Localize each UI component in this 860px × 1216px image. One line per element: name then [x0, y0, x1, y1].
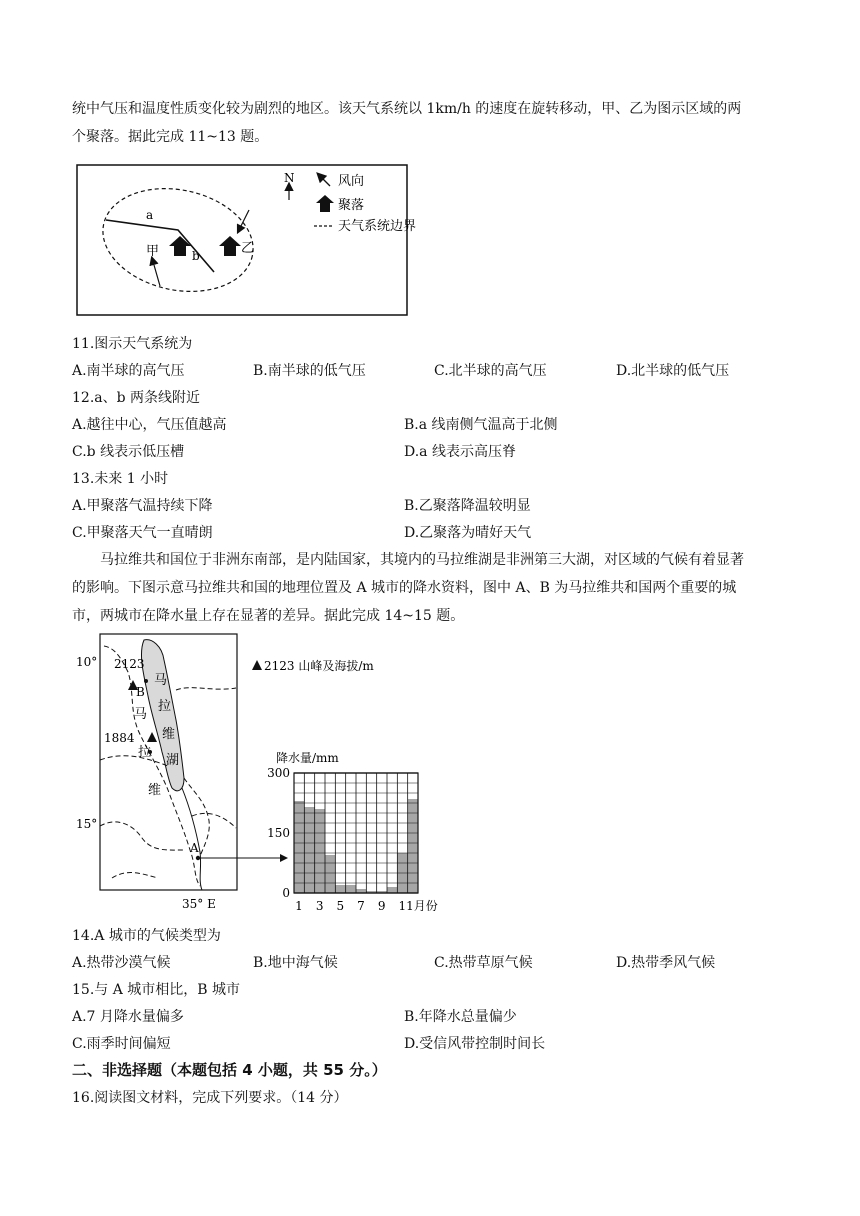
- option: A.甲聚落气温持续下降: [72, 498, 213, 514]
- label-jia: 甲: [146, 244, 160, 259]
- question-stem: 11.图示天气系统为: [72, 336, 193, 352]
- lat-10: 10°: [76, 655, 98, 669]
- country-char: 维: [148, 783, 162, 798]
- legend-wind: 风向: [338, 174, 365, 189]
- peak-1884: 1884: [104, 731, 135, 745]
- option: B.南半球的低气压: [253, 363, 366, 379]
- peak-legend: 2123 山峰及海拔/m: [264, 659, 374, 673]
- lat-15: 15°: [76, 817, 98, 831]
- label-yi: 乙: [241, 241, 255, 256]
- x-tick-label: 1: [295, 899, 303, 913]
- weather-system-figure: [72, 160, 452, 320]
- x-tick-label: 5: [336, 899, 345, 913]
- precip-bar: [325, 855, 335, 893]
- option: D.乙聚落为晴好天气: [404, 525, 532, 541]
- city-b-dot: [144, 679, 148, 683]
- peak-legend-icon: [252, 660, 262, 670]
- city-b-label: B: [136, 685, 145, 699]
- precip-bar: [387, 887, 397, 893]
- legend-settlement: 聚落: [338, 198, 365, 213]
- x-tick-label: 7: [357, 899, 365, 913]
- question-stem: 15.与 A 城市相比，B 城市: [72, 982, 241, 998]
- option: A.越往中心，气压值越高: [72, 417, 227, 433]
- question-stem: 13.未来 1 小时: [72, 471, 169, 487]
- lake-char: 马: [154, 673, 168, 688]
- option: D.a 线表示高压脊: [404, 444, 516, 460]
- option: C.b 线表示低压槽: [72, 444, 185, 460]
- option: B.a 线南侧气温高于北侧: [404, 417, 558, 433]
- lake-char: 维: [162, 727, 176, 742]
- x-tick-label: 9: [377, 899, 386, 913]
- y-tick-label: 150: [267, 826, 290, 840]
- lake-char: 湖: [166, 753, 180, 768]
- country-char: 拉: [138, 745, 152, 760]
- x-tick-label: 3: [315, 899, 324, 913]
- precip-bar: [304, 807, 314, 893]
- city-a-label: A: [190, 841, 199, 855]
- precip-bar: [346, 885, 356, 893]
- peak-2123: 2123: [114, 657, 145, 671]
- option: B.地中海气候: [253, 955, 338, 971]
- question-stem: 12.a、b 两条线附近: [72, 390, 201, 406]
- chart-ylabel: 降水量/mm: [276, 751, 339, 765]
- x-tick-label: 11月份: [398, 899, 438, 913]
- option: C.北半球的高气压: [434, 363, 547, 379]
- y-tick-label: 0: [282, 886, 290, 900]
- north-label: N: [284, 171, 295, 185]
- intro-line: 的影响。下图示意马拉维共和国的地理位置及 A 城市的降水资料，图中 A、B 为马拉维共和国两个重要的城: [72, 580, 737, 596]
- precip-bar: [294, 801, 304, 893]
- section-title: 二、非选择题（本题包括 4 小题，共 55 分。）: [72, 1061, 387, 1079]
- question-stem: 16.阅读图文材料，完成下列要求。（14 分）: [72, 1090, 348, 1106]
- option: C.雨季时间偏短: [72, 1036, 171, 1052]
- lon-35: 35° E: [182, 897, 216, 911]
- legend-boundary: 天气系统边界: [338, 219, 417, 234]
- precip-bar: [335, 885, 345, 893]
- option: D.热带季风气候: [616, 955, 716, 971]
- precip-bar: [315, 809, 325, 893]
- intro-line: 个聚落。据此完成 11~13 题。: [72, 129, 269, 145]
- option: C.热带草原气候: [434, 955, 533, 971]
- option: D.受信风带控制时间长: [404, 1036, 546, 1052]
- country-char: 马: [134, 707, 148, 722]
- city-a-dot: [196, 856, 200, 860]
- intro-line: 马拉维共和国位于非洲东南部，是内陆国家，其境内的马拉维湖是非洲第三大湖，对区域的气候有着显著: [100, 552, 744, 568]
- label-b: b: [192, 249, 200, 263]
- option: D.北半球的低气压: [616, 363, 730, 379]
- label-a: a: [146, 208, 154, 222]
- option: B.乙聚落降温较明显: [404, 498, 531, 514]
- intro-line: 统中气压和温度性质变化较为剧烈的地区。该天气系统以 1km/h 的速度在旋转移动，甲、乙为图示区域的两: [72, 101, 742, 117]
- option: B.年降水总量偏少: [404, 1009, 517, 1025]
- option: A.热带沙漠气候: [72, 955, 171, 971]
- question-stem: 14.A 城市的气候类型为: [72, 928, 221, 944]
- y-tick-label: 300: [267, 766, 290, 780]
- lake-char: 拉: [158, 699, 172, 714]
- intro-line: 市，两城市在降水量上存在显著的差异。据此完成 14~15 题。: [72, 608, 465, 624]
- option: A.7 月降水量偏多: [72, 1009, 184, 1025]
- precipitation-chart: [262, 746, 462, 916]
- option: A.南半球的高气压: [72, 363, 185, 379]
- option: C.甲聚落天气一直晴朗: [72, 525, 213, 541]
